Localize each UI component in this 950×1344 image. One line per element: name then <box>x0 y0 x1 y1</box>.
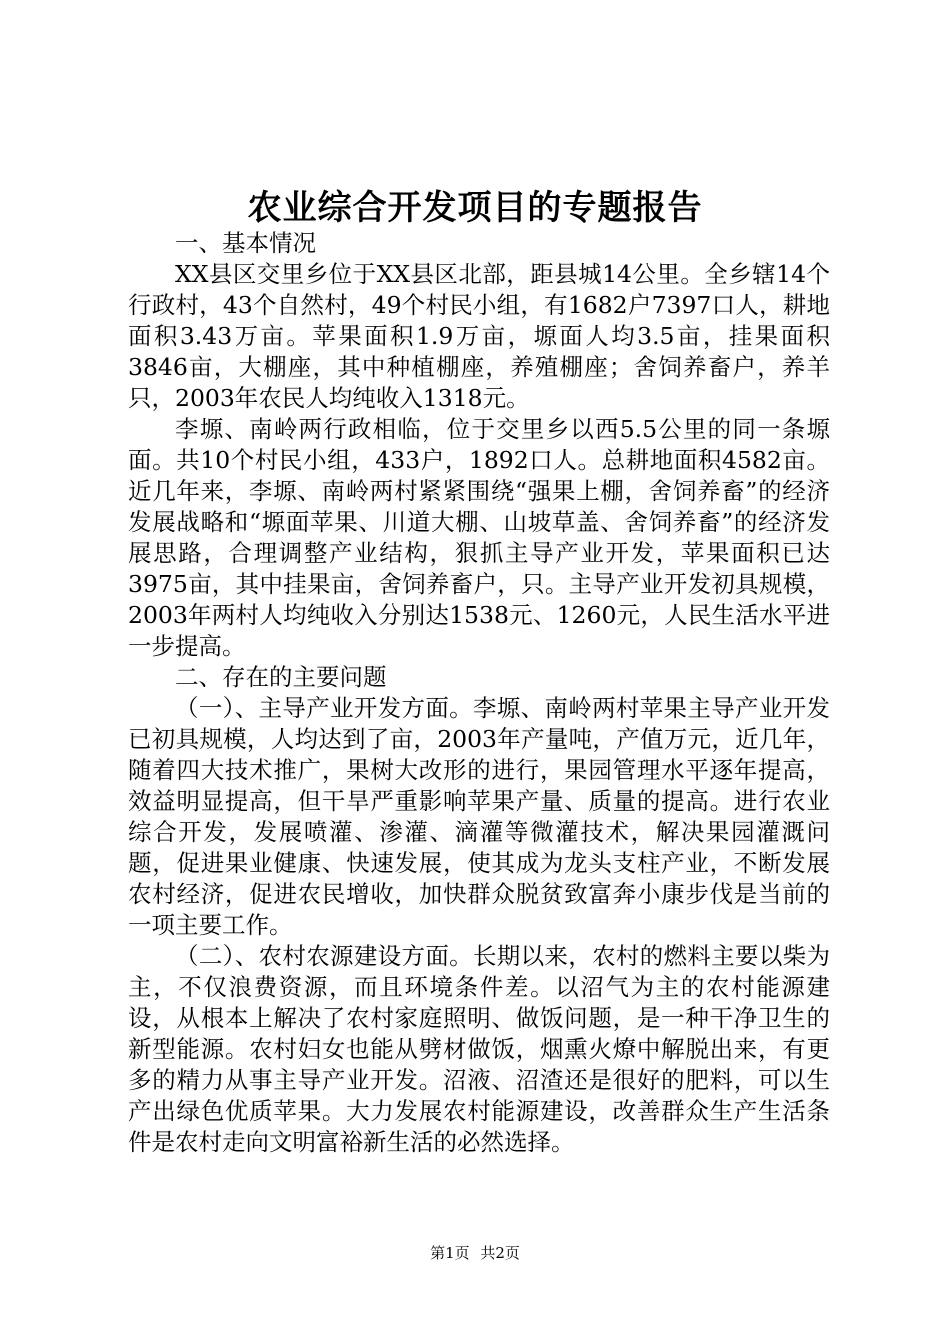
section-heading-basic-info: 一、基本情况 <box>175 229 316 257</box>
paragraph-rural-energy: （二）、农村农源建设方面。长期以来，农村的燃料主要以柴为主，不仅浪费资源，而且环境条件差。以沼气为主的农村能源建设，从根本上解决了农村家庭照明、做饭问题，是一种干净卫生的新型能源。农村妇女也能从劈材做饭，烟熏火燎中解脱出来，有更多的精力从事主导产业开发。沼液、沼渣还是很好的肥料，可以生产出绿色优质苹果。大力发展农村能源建设，改善群众生产生活条件是农村走向文明富裕新生活的必然选择。 <box>128 942 830 1156</box>
section-heading-main-problems: 二、存在的主要问题 <box>175 663 387 691</box>
paragraph-township-overview: XX县区交里乡位于XX县区北部，距县城14公里。全乡辖14个行政村，43个自然村，49个村民小组，有1682户7397口人，耕地面积3.43万亩。苹果面积1.9万亩，塬面人均3.5亩，挂果面积3846亩，大棚座，其中种植棚座，养殖棚座；舍饲养畜户，养羊只，2003年农民人均纯收入1318元。 <box>128 260 830 412</box>
paragraph-village-overview: 李塬、南岭两行政相临，位于交里乡以西5.5公里的同一条塬面。共10个村民小组，433户，1892口人。总耕地面积4582亩。近几年来，李塬、南岭两村紧紧围绕“强果上棚，舍饲养畜”的经济发展战略和“塬面苹果、川道大棚、山坡草盖、舍饲养畜”的经济发展思路，合理调整产业结构，狠抓主导产业开发，苹果面积已达3975亩，其中挂果亩，舍饲养畜户，只。主导产业开发初具规模，2003年两村人均纯收入分别达1538元、1260元，人民生活水平进一步提高。 <box>128 415 830 660</box>
document-title: 农业综合开发项目的专题报告 <box>247 188 703 228</box>
paragraph-industry-development: （一）、主导产业开发方面。李塬、南岭两村苹果主导产业开发已初具规模，人均达到了亩，2003年产量吨，产值万元，近几年，随着四大技术推广，果树大改形的进行，果园管理水平逐年提高，效益明显提高，但干旱严重影响苹果产量、质量的提高。进行农业综合开发，发展喷灌、渗灌、滴灌等微灌技术，解决果园灌溉问题，促进果业健康、快速发展，使其成为龙头支柱产业，不断发展农村经济，促进农民增收，加快群众脱贫致富奔小康步伐是当前的一项主要工作。 <box>128 694 830 939</box>
page-footer: 第1页 共2页 <box>430 1244 520 1262</box>
document-body <box>128 228 830 1158</box>
